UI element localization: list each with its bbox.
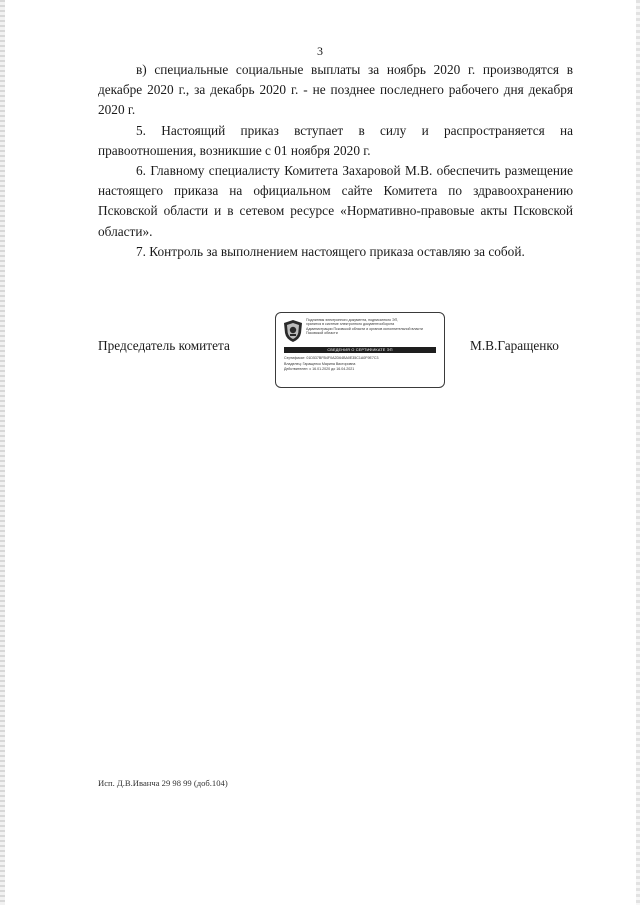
stamp-certificate: Сертификат: 01D537BFB4F0A2D64BA0E35C1A0F9E7C3 xyxy=(284,356,379,360)
paragraph-v: в) специальные социальные выплаты за ноябрь 2020 г. производятся в декабре 2020 г., за декабрь 2020 г. - не позднее последнего рабочего дня декабря 2020 г. xyxy=(98,62,573,118)
stamp-title: СВЕДЕНИЯ О СЕРТИФИКАТЕ ЭП xyxy=(284,347,436,353)
stamp-validity: Действителен: с 16.01.2020 до 16.04.2021 xyxy=(284,367,355,372)
paragraph-5: 5. Настоящий приказ вступает в силу и распространяется на правоотношения, возникшие с 01 ноября 2020 г. xyxy=(98,122,573,158)
stamp-owner: Владелец: Гаращенко Марина Викторовна xyxy=(284,361,356,366)
stamp-header xyxy=(306,318,439,336)
signature-name: М.В.Гаращенко xyxy=(470,338,559,353)
stamp-header-line: Администрации Псковской области и органов исполнительной власти Псковской области xyxy=(306,326,423,336)
paragraph-7: 7. Контроль за выполнением настоящего приказа оставляю за собой. xyxy=(136,243,525,259)
footer-executor: Исп. Д.В.Иванча 29 98 99 (доб.104) xyxy=(98,778,228,788)
signature-position: Председатель комитета xyxy=(98,338,230,353)
electronic-signature-stamp xyxy=(275,312,445,388)
stamp-header-line: Подлинник электронного документа, подписанного ЭП, xyxy=(306,318,399,322)
page-number: 3 xyxy=(317,44,323,58)
stamp-header-line: хранится в системе электронного документооборота xyxy=(306,322,395,327)
scan-edge-right xyxy=(636,0,640,905)
scan-edge-left xyxy=(0,0,5,905)
body-text xyxy=(98,60,573,262)
paragraph-6: 6. Главному специалисту Комитета Захаровой М.В. обеспечить размещение настоящего приказа на официальном сайте Комитета по здравоохранению Псковской области и в сетевом ресурсе «Нормативно-правовые акты Псковской области». xyxy=(98,163,573,239)
coat-of-arms-icon xyxy=(282,319,304,343)
stamp-details xyxy=(284,356,439,373)
